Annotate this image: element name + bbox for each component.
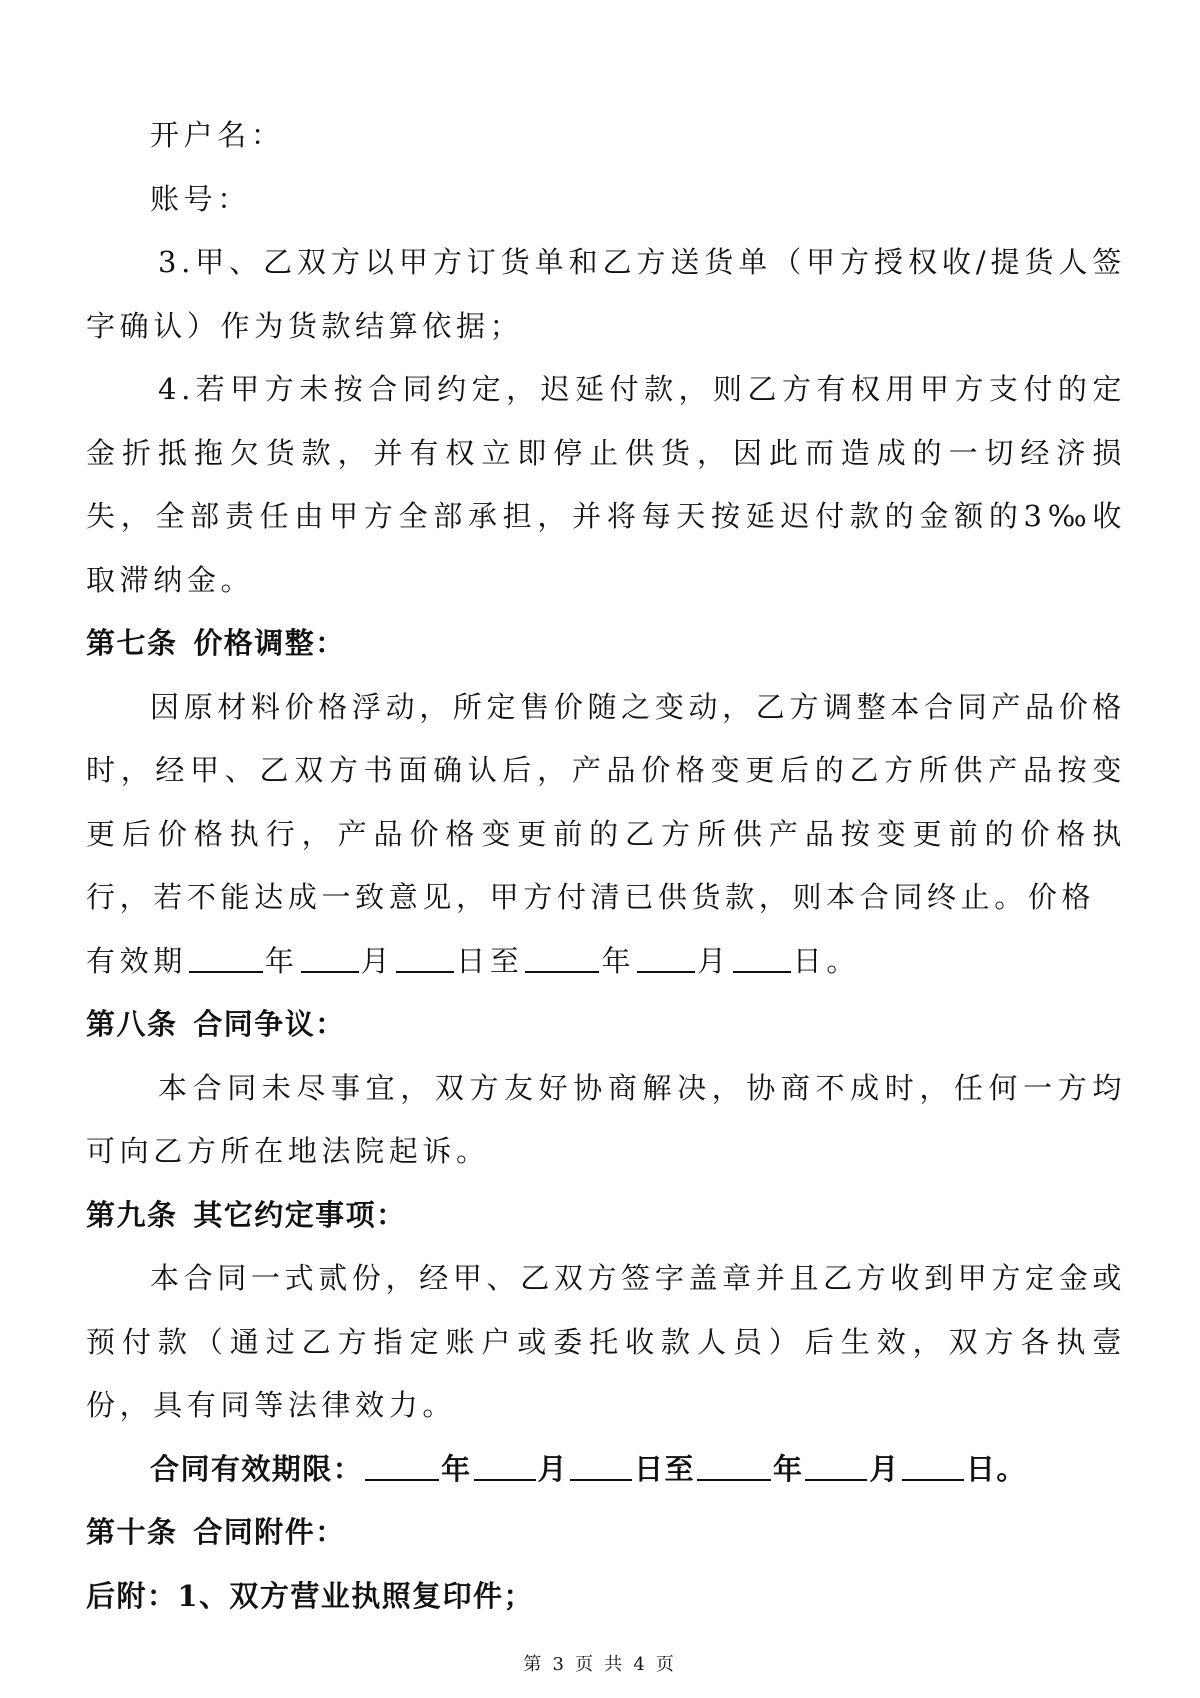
clause10-title: 合同附件： xyxy=(193,1515,346,1549)
end-month-blank xyxy=(637,943,695,973)
term-end-year-blank xyxy=(697,1451,771,1481)
account-number-line: 账号： xyxy=(150,181,251,216)
year-label: 年 xyxy=(264,943,299,978)
year-label-2: 年 xyxy=(601,943,636,978)
clause10-attachment: 后附：1、双方营业执照复印件； xyxy=(86,1578,534,1613)
term-month-label-2: 月 xyxy=(869,1451,900,1486)
account-name-line: 开户名： xyxy=(150,118,285,152)
clause8-title: 合同争议： xyxy=(193,1007,346,1041)
clause9-body: 本合同一式贰份，经甲、乙双方签字盖章并且乙方收到甲方定金或预付款（通过乙方指定账户或委托收款人员）后生效，双方各执壹份，具有同等法律效力。 xyxy=(86,1261,1126,1422)
month-label: 月 xyxy=(360,943,395,978)
term-end-month-blank xyxy=(805,1451,867,1481)
term-year-label-2: 年 xyxy=(772,1451,804,1486)
clause7-number: 第七条 xyxy=(86,626,178,660)
page-footer: 第 3 页 共 4 页 xyxy=(523,1654,677,1675)
document-body xyxy=(86,104,1126,1628)
term-month-label: 月 xyxy=(537,1451,569,1486)
end-label: 日。 xyxy=(792,943,861,978)
clause6-item3: 3.甲、乙双方以甲方订货单和乙方送货单（甲方授权收/提货人签字确认）作为货款结算依据； xyxy=(86,245,1126,343)
clause10-number: 第十条 xyxy=(86,1515,178,1549)
validity-prefix: 有效期 xyxy=(86,943,187,978)
clause7-title: 价格调整： xyxy=(193,626,346,660)
to-label: 日至 xyxy=(456,943,524,978)
start-month-blank xyxy=(301,943,359,973)
clause9-number: 第九条 xyxy=(86,1197,178,1232)
term-end-label: 日。 xyxy=(965,1451,1027,1486)
term-to-label: 日至 xyxy=(634,1451,695,1486)
clause7-body: 因原材料价格浮动，所定售价随之变动，乙方调整本合同产品价格时，经甲、乙双方书面确认后，产品价格变更后的乙方所供产品按变更后价格执行，产品价格变更前的乙方所供产品按变更前的价格执行，若不能达成一致意见，甲方付清已供货款，则本合同终止。价格 xyxy=(86,689,1126,914)
clause8-body: 本合同未尽事宜，双方友好协商解决，协商不成时，任何一方均可向乙方所在地法院起诉。 xyxy=(86,1070,1126,1168)
term-start-year-blank xyxy=(365,1451,439,1481)
clause9-title: 其它约定事项： xyxy=(193,1197,407,1232)
start-day-blank xyxy=(396,943,454,973)
end-day-blank xyxy=(733,943,791,973)
term-start-day-blank xyxy=(570,1451,632,1481)
clause7-validity-line xyxy=(86,930,1126,994)
clause10-heading xyxy=(86,1501,1126,1565)
term-label: 合同有效期限： xyxy=(150,1451,364,1486)
term-end-day-blank xyxy=(902,1451,964,1481)
clause9-heading xyxy=(86,1184,1126,1248)
term-year-label: 年 xyxy=(441,1451,472,1486)
end-year-blank xyxy=(525,943,599,973)
clause8-number: 第八条 xyxy=(86,1007,178,1041)
month-label-2: 月 xyxy=(697,943,731,978)
clause8-heading xyxy=(86,993,1126,1057)
clause7-heading xyxy=(86,612,1126,676)
start-year-blank xyxy=(189,943,263,973)
clause6-item4: 4.若甲方未按合同约定，迟延付款，则乙方有权用甲方支付的定金折抵拖欠货款，并有权立即停止供货，因此而造成的一切经济损失，全部责任由甲方全部承担，并将每天按延迟付款的金额的3‰收取滞纳金。 xyxy=(86,372,1126,597)
contract-term-line xyxy=(86,1438,1126,1502)
term-start-month-blank xyxy=(474,1451,536,1481)
